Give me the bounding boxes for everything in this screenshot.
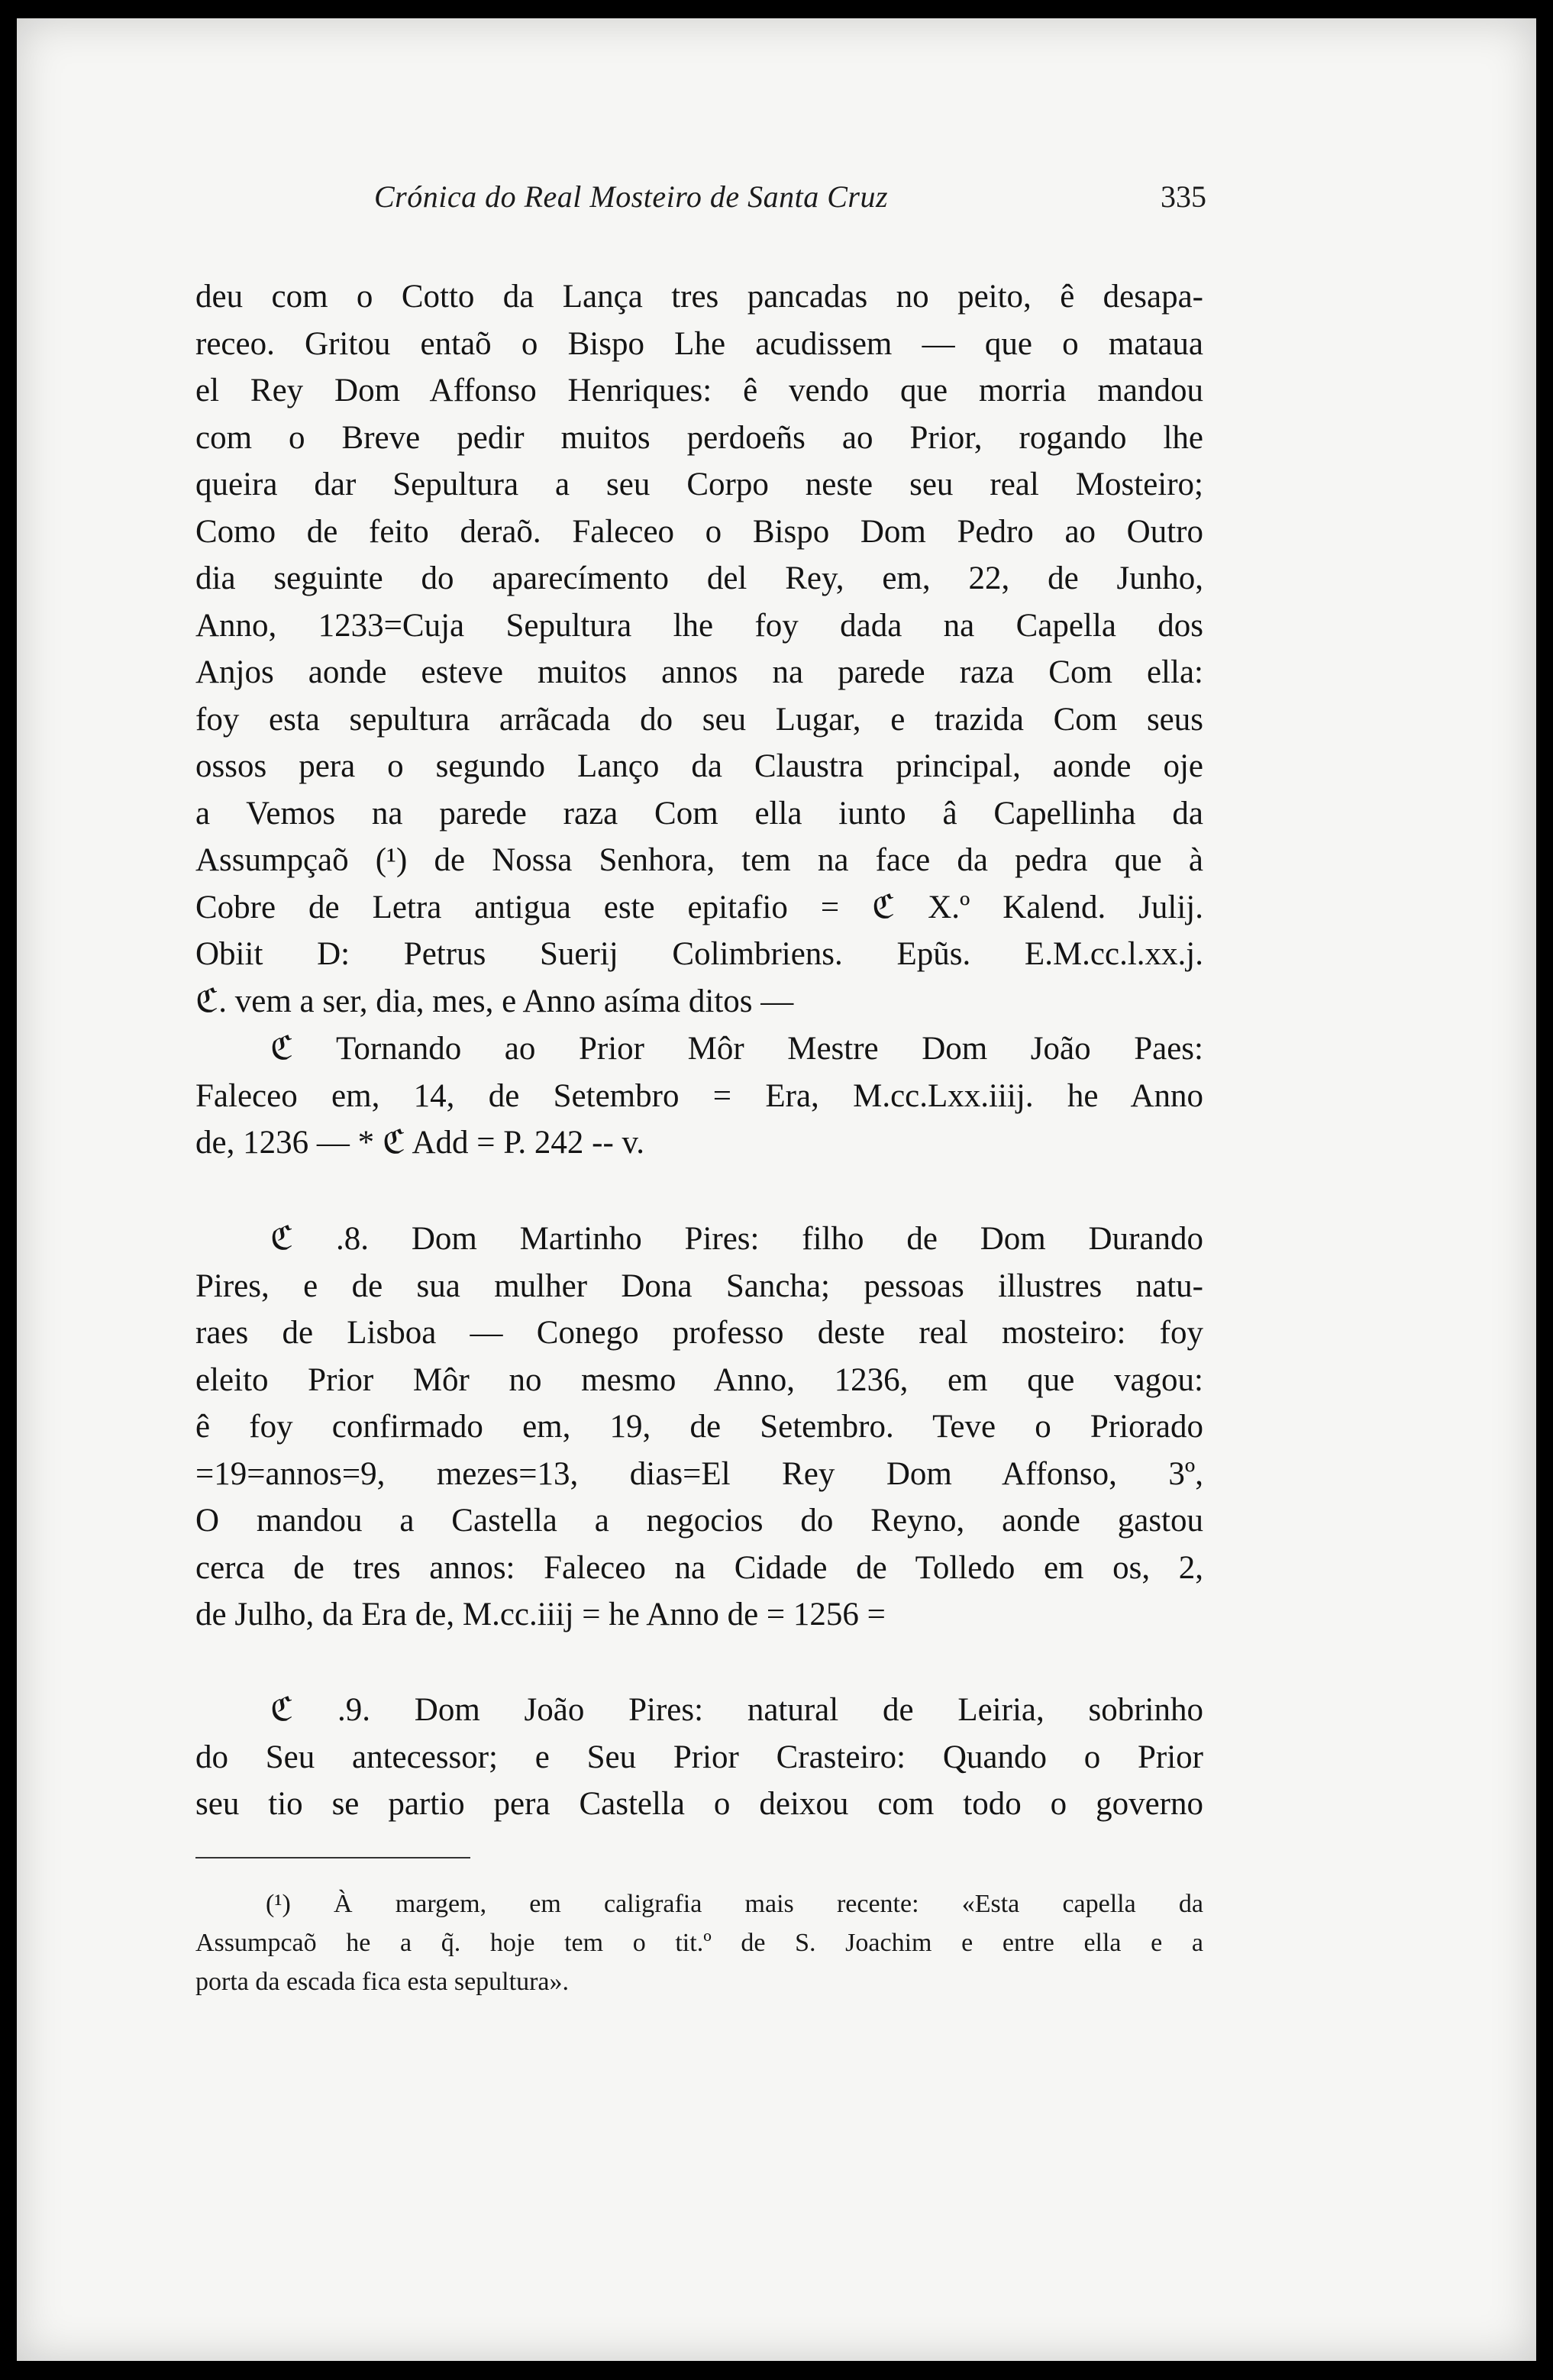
text-line: Pires, e de sua mulher Dona Sancha; pessoas illustres natu- — [195, 1268, 1203, 1304]
paragraph-joao-pires — [195, 1687, 1203, 1828]
footnote-line: (¹) À margem, em caligrafia mais recente: «Esta capella da — [266, 1890, 1203, 1918]
text-line: raes de Lisboa — Conego professo deste real mosteiro: foy — [195, 1315, 1203, 1351]
text-line: ℭ .8. Dom Martinho Pires: filho de Dom Durando — [270, 1221, 1203, 1257]
text-line: ê foy confirmado em, 19, de Setembro. Teve o Priorado — [195, 1409, 1203, 1445]
text-line: O mandou a Castella a negocios do Reyno, aonde gastou — [195, 1503, 1203, 1539]
text-line: Anjos aonde esteve muitos annos na parede raza Com ella: — [195, 654, 1203, 690]
text-line: =19=annos=9, mezes=13, dias=El Rey Dom Affonso, 3º, — [195, 1455, 1203, 1492]
text-line: foy esta sepultura arrãcada do seu Lugar, e trazida Com seus — [195, 701, 1203, 738]
text-line: ℭ Tornando ao Prior Môr Mestre Dom João Paes: — [270, 1031, 1203, 1067]
text-line: Assumpçaõ (¹) de Nossa Senhora, tem na face da pedra que à — [195, 842, 1203, 878]
text-line: Anno, 1233=Cuja Sepultura lhe foy dada na Capella dos — [195, 607, 1203, 644]
footnote-divider — [195, 1857, 470, 1858]
text-line: deu com o Cotto da Lança tres pancadas no peito, ê desapa- — [195, 279, 1203, 315]
text-line: queira dar Sepultura a seu Corpo neste seu real Mosteiro; — [195, 467, 1203, 502]
footnote-line: Assumpcaõ he a q̃. hoje tem o tit.º de S. Joachim e entre ella e a — [195, 1929, 1203, 1957]
running-header — [366, 179, 1206, 224]
paragraph-prior-joao-paes — [195, 1025, 1203, 1167]
text-line: eleito Prior Môr no mesmo Anno, 1236, em que vagou: — [195, 1361, 1203, 1398]
text-line: cerca de tres annos: Faleceo na Cidade de Tolledo em os, 2, — [195, 1549, 1203, 1586]
text-line: seu tio se partio pera Castella o deixou com todo o governo — [195, 1786, 1203, 1822]
text-line: a Vemos na parede raza Com ella iunto â Capellinha da — [195, 795, 1203, 832]
paragraph-bishop-death — [195, 273, 1203, 1025]
text-line: Como de feito deraõ. Faleceo o Bispo Dom Pedro ao Outro — [195, 513, 1203, 550]
footnote-line: porta da escada fica esta sepultura». — [195, 1968, 569, 1996]
paragraph-martinho-pires — [195, 1216, 1203, 1639]
text-line: el Rey Dom Affonso Henriques: ê vendo que morria mandou — [195, 373, 1203, 409]
text-line: Cobre de Letra antigua este epitafio = ℭ X.º Kalend. Julij. — [195, 889, 1203, 925]
page-number: 335 — [1161, 179, 1206, 214]
text-line: de Julho, da Era de, M.cc.iiij = he Anno de = 1256 = — [195, 1597, 886, 1632]
footnote — [195, 1884, 1203, 2001]
running-title: Crónica do Real Mosteiro de Santa Cruz — [374, 179, 889, 214]
text-line: de, 1236 — * ℭ Add = P. 242 -- v. — [195, 1125, 644, 1161]
text-line: receo. Gritou entaõ o Bispo Lhe acudissem — que o mataua — [195, 325, 1203, 362]
text-line: Obiit D: Petrus Suerij Colimbriens. Epũs. E.M.cc.l.xx.j. — [195, 936, 1203, 972]
text-line: do Seu antecessor; e Seu Prior Crasteiro: Quando o Prior — [195, 1739, 1203, 1775]
text-line: ℭ .9. Dom João Pires: natural de Leiria, sobrinho — [270, 1692, 1203, 1728]
text-line: Faleceo em, 14, de Setembro = Era, M.cc.Lxx.iiij. he Anno — [195, 1077, 1203, 1114]
text-line: com o Breve pedir muitos perdoeñs ao Prior, rogando lhe — [195, 419, 1203, 456]
text-line: ℭ. vem a ser, dia, mes, e Anno asíma ditos — — [195, 983, 794, 1019]
text-line: dia seguinte do aparecímento del Rey, em, 22, de Junho, — [195, 560, 1203, 596]
text-line: ossos pera o segundo Lanço da Claustra principal, aonde oje — [195, 748, 1203, 784]
